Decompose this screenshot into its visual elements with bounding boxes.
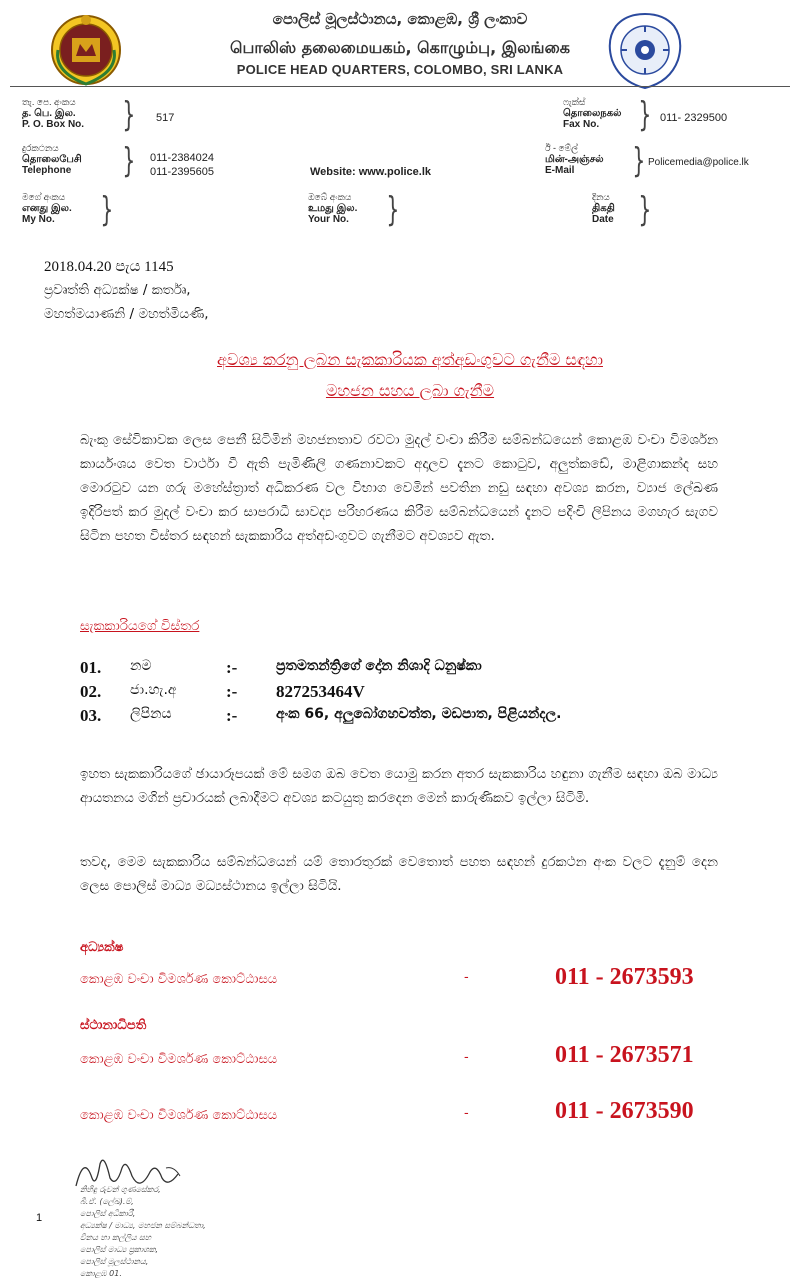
recipient-line-1: ප්‍රවෘත්ති අධ්‍යක්ෂ / කර්තෘ, [44,282,191,298]
contact-name-1: කොළඹ වංචා විමර්ශණ කොට්ඨාසය [80,972,278,987]
contact-name-2: කොළඹ වංචා විමර්ශණ කොට්ඨාසය [80,1052,278,1067]
details-heading: සැකකාරියගේ විස්තර [80,618,200,634]
detail-row-address: 03. ලිපිනය :- අංක 66, අලුබෝගහවත්ත, මඩපාත, පිළියන්දල. [80,706,562,725]
details-list [80,658,740,730]
telephone-label: දුරකථනය தொலைபேசி Telephone [22,143,82,176]
email-value: Policemedia@police.lk [648,157,749,168]
date-label: දිනය திகதி Date [592,192,615,225]
website-text: Website: www.police.lk [310,166,432,178]
header-divider [10,86,790,87]
contact-phone-3: 011 - 2673590 [555,1098,694,1124]
contact-dash-1: - [464,970,469,985]
your-no-brace: } [386,190,400,230]
contact-dash-3: - [464,1106,469,1121]
contact-phone-2: 011 - 2673571 [555,1042,694,1068]
date-brace: } [638,190,652,230]
your-no-label: ඔබේ අංකය உமது இல. Your No. [308,192,358,225]
paragraph-2: ඉහත සැකකාරියගේ ඡායාරූපයක් මේ සමග ඔබ වෙත යොමු කරන අතර සැකකාරිය හඳුනා ගැනීම සඳහා ඔබ මාධ්‍ය ආයතනය මගින් ප්‍රචාරයක් ලබාදීමට අවශ්‍ය කටයුතු කරදෙන මෙන් කාරුණිකව ඉල්ලා සිටිමි. [80,766,718,806]
letterhead-english: POLICE HEAD QUARTERS, COLOMBO, SRI LANKA [236,62,564,77]
contact-role-director: අධ්‍යක්ෂ [80,940,124,955]
paragraph-1: බැංකු සේවිකාවක ලෙස පෙනී සිටිමින් මහජනතාව රවටා මුදල් වංචා කිරීම සම්බන්ධයෙන් කොළඹ වංචා විමර්ශන කාර්යංශය වෙත වාර්ථා වී ඇති පැමිණිලි ගණනාවකට අදාලව දැනට කොටුව, අලුත්කඩේ, මාළිගාකන්ද සහ මොරටුව යන ගරු මහේස්ත්‍රාත් අධිකරණ වල විභාග වෙමින් පවතින නඩු සඳහා අවශ්‍ය කරන, ව්‍යාජ ලේඛණ ඉදිරිපත් කර මුදල් වංචා කර සාපරාධී සාවද්‍ය පරිහරණය කිරීම සම්බන්ධයෙන් දැනට පදිංචි ලිපිනය මගහැර සැගව සිටින පහත විස්තර සඳහන් සැකකාරිය අත්අඩංගුවට ගැනීමට අවශ්‍යව ඇත. [80,432,718,544]
page-number: 1 [36,1212,43,1224]
sri-lanka-emblem [50,12,122,90]
po-box-label: තැ. පෙ. අංකය த. பெ. இல. P. O. Box No. [22,97,85,130]
paragraph-3: තවද, මෙම සැකකාරිය සම්බන්ධයෙන් යම් තොරතුරක් වෙතොත් පහත සඳහන් දුරකථන අංක වලට දැනුම් දෙන ලෙස පොලිස් මාධ්‍ය මධ්‍යස්ථානය ඉල්ලා සිටියි. [80,854,718,894]
email-label: ඊ - මේල් மின்-அஞ்சல் E-Mail [545,143,604,176]
telephone-value-1: 011-2384024 [150,152,215,164]
contact-phone-1: 011 - 2673593 [555,964,694,990]
letter-date: 2018.04.20 පැය 1145 [44,259,174,275]
contact-name-3: කොළඹ වංචා විමර්ශණ කොට්ඨාසය [80,1108,278,1123]
recipient-line-2: මහත්මයාණනි / මහත්මියණි, [44,306,209,322]
detail-row-name: 01. නම :- ප්‍රතමතන්ත්‍රිගේ දෝන නිශාදි ධනුෂ්කා [80,658,482,677]
my-no-label: මගේ අංකය எனது இல. My No. [22,192,72,225]
fax-label: ෆැක්ස් தொலைநகல் Fax No. [563,97,622,130]
signature-block: නිහිඳු රුවන් ගුණසේකර, බී.ඒ. (ලේඛ).ම්, පොලිස් අධිකාරී, අධ්‍යක්ෂ / මාධ්‍ය, මහජන සම්බන්ධතා, විනය හා කල්ලිය සහ පොලිස් මාධ්‍ය ප්‍රකාශක, පොලිස් මූලස්ථානය, කොළඹ 01. [80,1185,206,1278]
letterhead-tamil: பொலிஸ் தலைமையகம், கொழும்பு, இலங்கை [230,38,570,57]
po-box-value: 517 [156,112,175,124]
letterhead-sinhala: පොලිස් මූලස්ථානය, කොළඹ, ශ්‍රී ලංකාව [272,10,528,28]
fax-brace: } [638,95,652,135]
telephone-value-2: 011-2395605 [150,166,215,178]
email-brace: } [632,141,646,181]
letter-title-line-2: මහජන සහය ලබා ගැනීම [325,381,495,400]
my-no-brace: } [100,190,114,230]
contact-dash-2: - [464,1050,469,1065]
telephone-brace: } [122,141,136,181]
po-box-brace: } [122,95,136,135]
detail-row-nic: 02. ජා.හැ.අ :- 827253464V [80,682,365,701]
letter-title-line-1: අවශ්‍ය කරනු ලබන සැකකාරියක අත්අඩංගුවට ගැනීම සඳහා [217,350,603,369]
fax-value: 011- 2329500 [660,112,728,124]
contact-role-oic: ස්ථානාධිපති [80,1018,147,1033]
